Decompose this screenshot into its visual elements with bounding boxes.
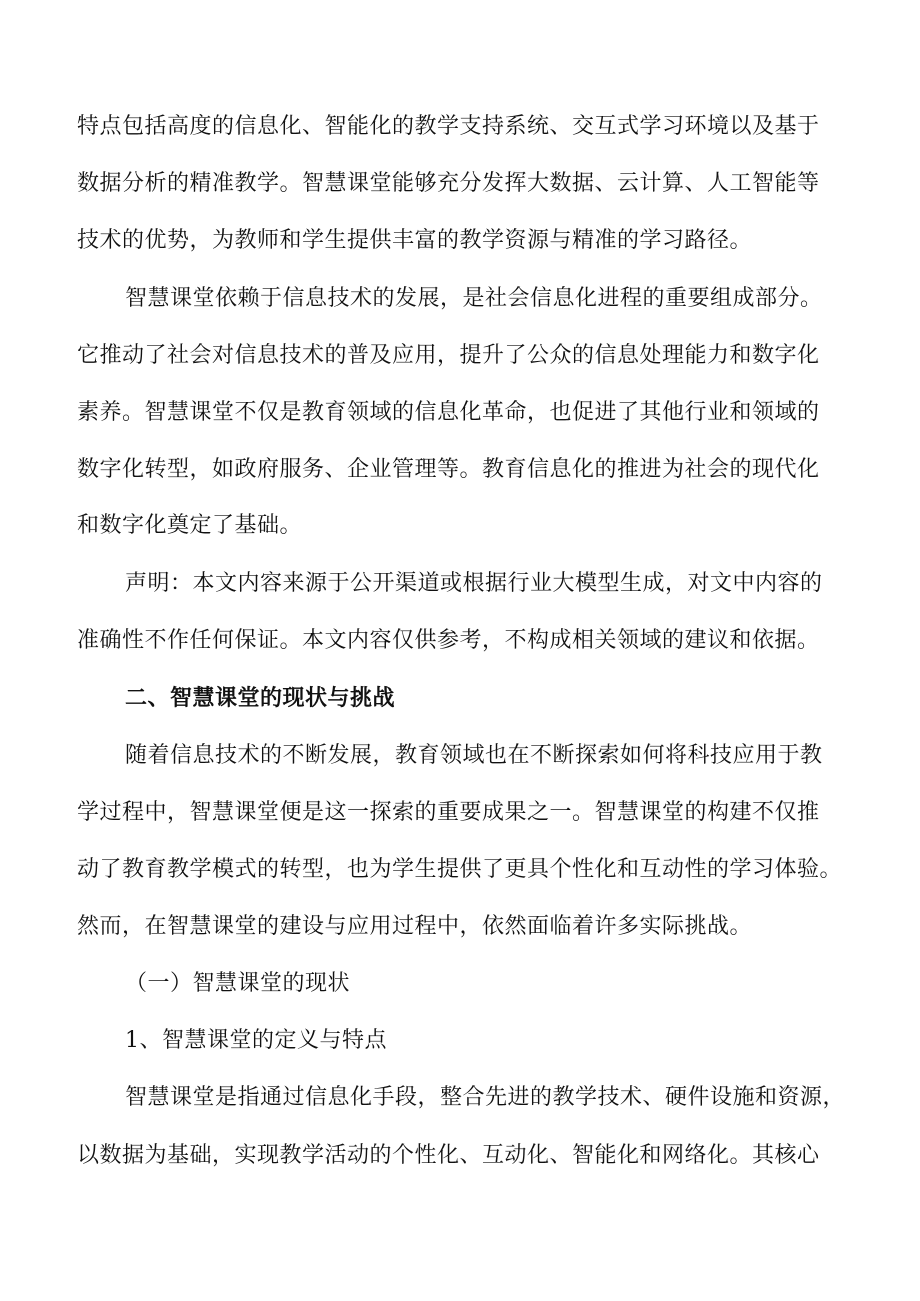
text-line: 数字化转型，如政府服务、企业管理等。教育信息化的推进为社会的现代化	[77, 457, 820, 482]
text-line: 学过程中，智慧课堂便是这一探索的重要成果之一。智慧课堂的构建不仅推	[77, 800, 820, 825]
section-heading-text: 二、智慧课堂的现状与挑战	[125, 685, 396, 711]
text-line: 准确性不作任何保证。本文内容仅供参考，不构成相关领域的建议和依据。	[77, 628, 820, 653]
text-line: 动了教育教学模式的转型，也为学生提供了更具个性化和互动性的学习体验。	[77, 857, 843, 882]
text-line: 然而，在智慧课堂的建设与应用过程中，依然面临着许多实际挑战。	[77, 914, 753, 939]
item-heading-text: 1、智慧课堂的定义与特点	[125, 1028, 387, 1053]
subsection-heading-text: （一）智慧课堂的现状	[125, 971, 351, 996]
text-line: 它推动了社会对信息技术的普及应用，提升了公众的信息处理能力和数字化	[77, 343, 820, 368]
text-line: 和数字化奠定了基础。	[77, 513, 303, 538]
text-line: 数据分析的精准教学。智慧课堂能够充分发挥大数据、云计算、人工智能等	[77, 171, 820, 196]
text-line: 智慧课堂是指通过信息化手段，整合先进的教学技术、硬件设施和资源，	[125, 1085, 846, 1110]
text-line: 特点包括高度的信息化、智能化的教学支持系统、交互式学习环境以及基于	[77, 114, 820, 139]
text-line: 素养。智慧课堂不仅是教育领域的信息化革命，也促进了其他行业和领域的	[77, 400, 820, 425]
text-line: 随着信息技术的不断发展，教育领域也在不断探索如何将科技应用于教	[125, 743, 823, 768]
text-line: 技术的优势，为教师和学生提供丰富的教学资源与精准的学习路径。	[77, 228, 753, 253]
text-line: 以数据为基础，实现教学活动的个性化、互动化、智能化和网络化。其核心	[77, 1143, 820, 1168]
text-line: 智慧课堂依赖于信息技术的发展，是社会信息化进程的重要组成部分。	[125, 286, 823, 311]
text-line: 声明：本文内容来源于公开渠道或根据行业大模型生成，对文中内容的	[125, 571, 823, 596]
